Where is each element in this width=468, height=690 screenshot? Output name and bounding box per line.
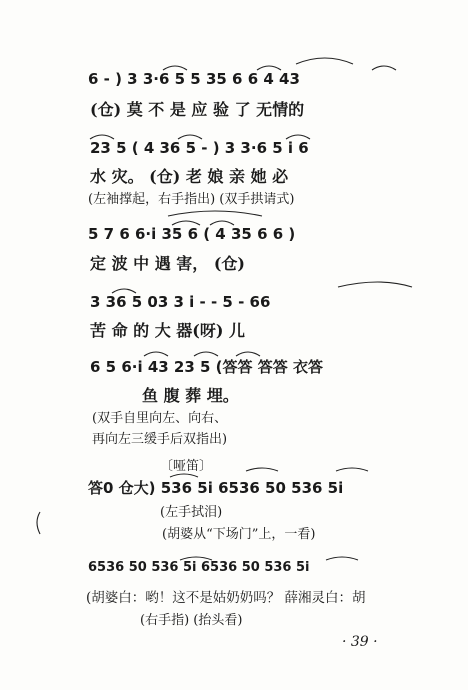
- lyrics-row-3: 定 波 中 遇 害， (仓): [90, 254, 245, 273]
- notation-row-7: 6536 50 536 5i 6536 50 536 5i: [88, 560, 310, 575]
- stage-direction-row-2: (左袖撑起，右手指出) (双手拱请式): [88, 192, 295, 207]
- lyrics-row-5: 鱼 腹 葬 埋。: [142, 386, 239, 405]
- stage-direction-row-5b: 再向左三缓手后双指出): [92, 432, 228, 447]
- notation-row-1: 6 - ) 3 3·6 5 5 35 6 6 4 43: [88, 70, 300, 88]
- stage-direction-row-5a: (双手自里向左、向右、: [92, 411, 228, 426]
- lyrics-row-2: 水 灾。 (仓) 老 娘 亲 她 必: [90, 167, 289, 186]
- stage-direction-row-6a: (左手拭泪): [160, 505, 223, 520]
- notation-row-5: 6 5 6·i 43 23 5 (答答 答答 衣答: [90, 358, 323, 376]
- notation-row-6: 答0 仓大) 536 5i 6536 50 536 5i: [88, 479, 344, 497]
- notation-row-4: 3 36 5 03 3 i - - 5 - 66: [90, 293, 271, 311]
- notation-row-2: 23 5 ( 4 36 5 - ) 3 3·6 5 i 6: [90, 139, 309, 157]
- lyrics-row-1: (仓) 莫 不 是 应 验 了 无情的: [90, 100, 305, 119]
- page-number: · 39 ·: [342, 634, 378, 650]
- stage-direction-row-6-label: 〔哑笛〕: [160, 459, 213, 474]
- notation-row-3: 5 7 6 6·i 35 6 ( 4 35 6 6 ): [88, 225, 296, 243]
- stage-direction-row-6b: (胡婆从“下场门”上，一看): [162, 527, 316, 542]
- lyrics-row-7: (胡婆白：哟！这不是姑奶奶吗？ 薛湘灵白：胡: [86, 590, 366, 606]
- stage-direction-row-7: (右手指) (抬头看): [140, 613, 243, 628]
- lyrics-row-4: 苦 命 的 大 器(呀) 儿: [90, 321, 245, 340]
